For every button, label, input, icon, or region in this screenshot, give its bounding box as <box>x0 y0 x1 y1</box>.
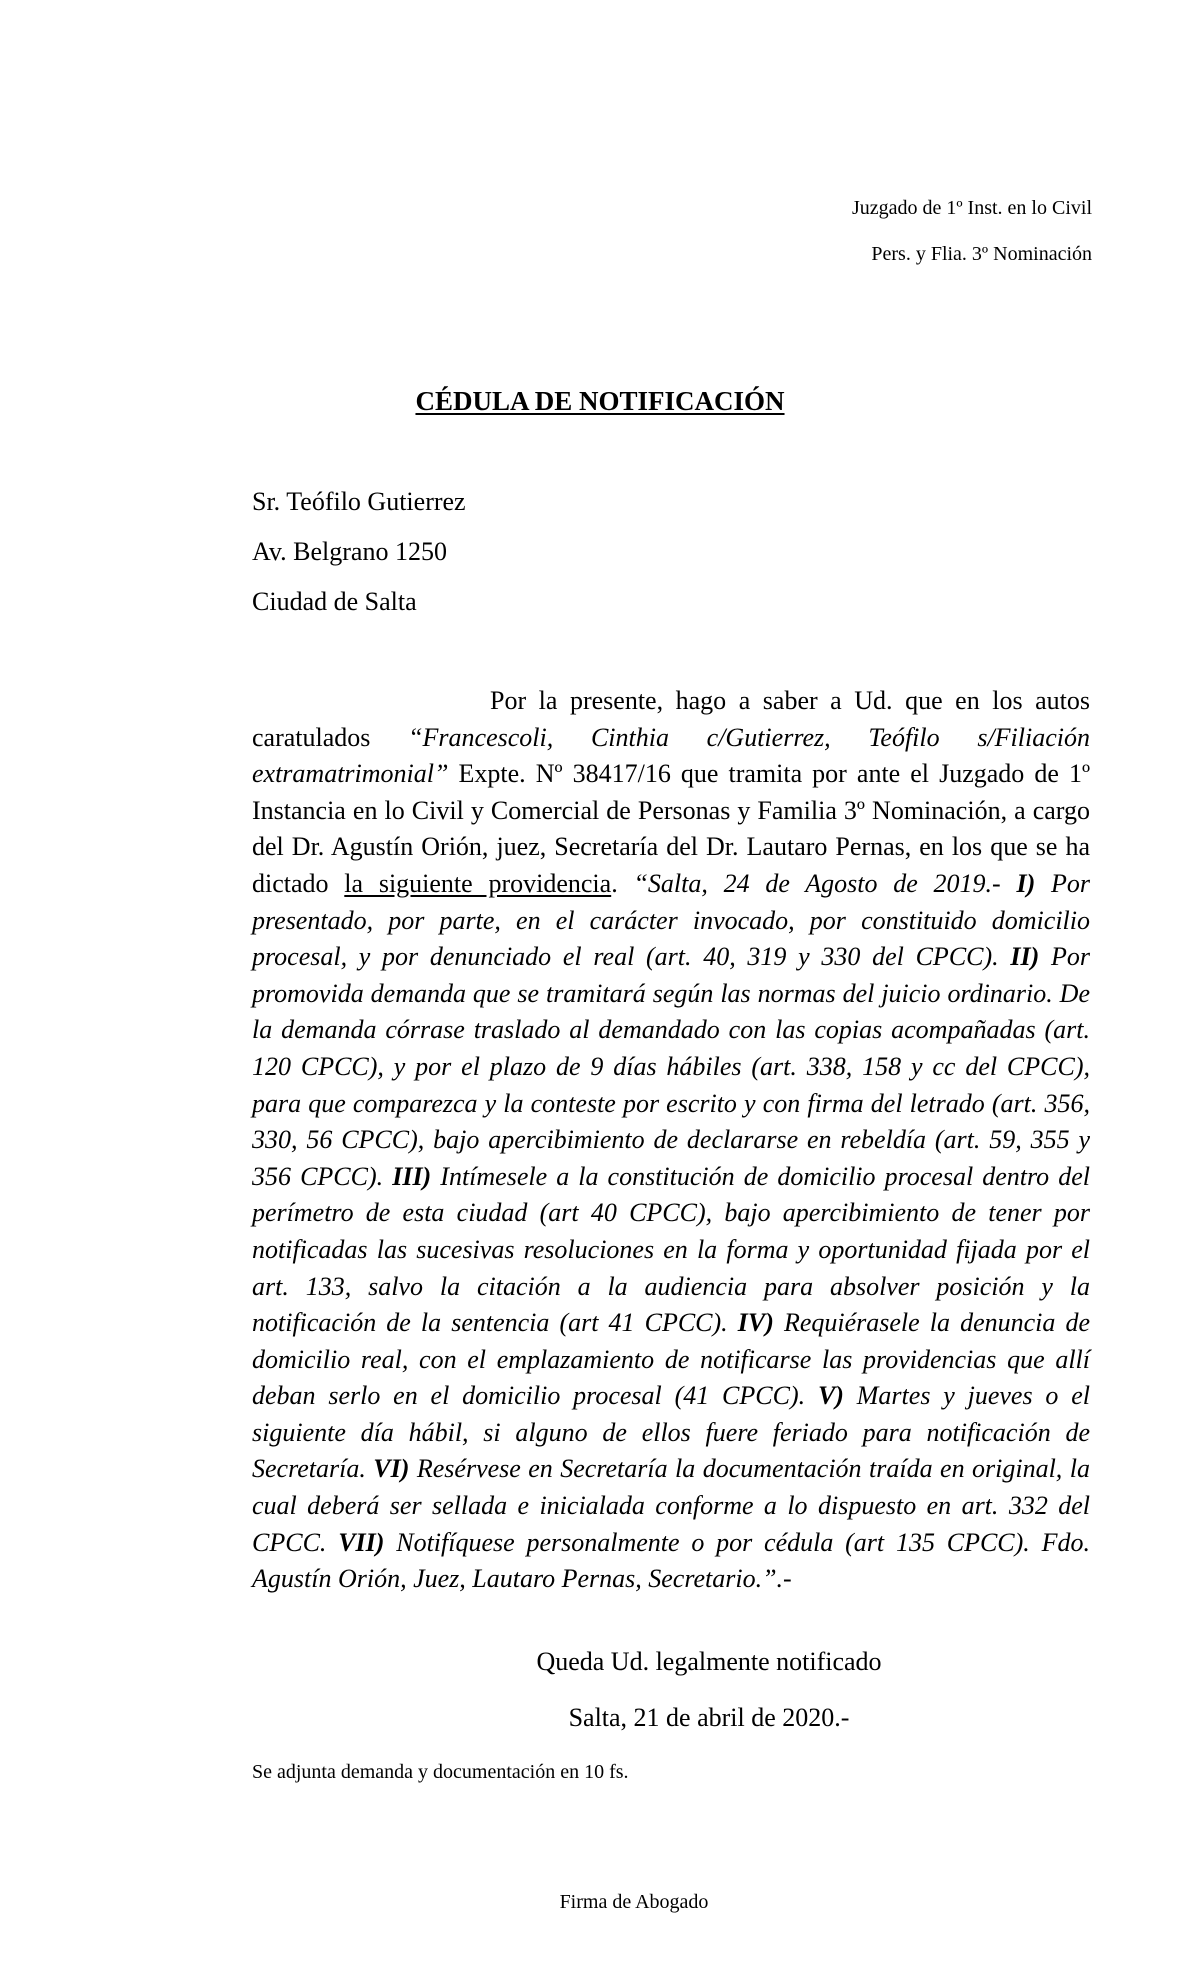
clause-text-4: Requiérasele la denuncia de domicilio real, con el emplazamiento de notificarse las providencias que allí deban serlo en el domicilio procesal (41 CPCC). <box>252 1308 1090 1411</box>
providencia-reference: la siguiente providencia <box>344 868 612 898</box>
clause-number-7: VII) <box>338 1527 385 1557</box>
clause-number-5: V) <box>817 1381 844 1411</box>
clause-number-2: II) <box>1010 942 1040 972</box>
clause-number-3: III) <box>392 1161 432 1191</box>
body-case-details: Expte. Nº 38417/16 que tramita por ante el Juzgado de 1º Instancia en lo Civil y Comercial de Personas y Familia 3º Nominación, a cargo del Dr. Agustín Orión, juez, Secretaría del Dr. Lautaro Pernas, en los que se ha dictado <box>252 759 1090 898</box>
providencia-date: “Salta, 24 de Agosto de 2019.- <box>633 868 1017 898</box>
notification-body <box>252 683 1090 1598</box>
court-name-line-2: Pers. y Flia. 3º Nominación <box>871 243 1092 265</box>
clause-text-7: Notifíquese personalmente o por cédula (art 135 CPCC). Fdo. Agustín Orión, Juez, Lautaro Pernas, Secretario.”.- <box>252 1527 1090 1594</box>
clause-text-5: Martes y jueves o el siguiente día hábil, si alguno de ellos fuere feriado para notificación de Secretaría. <box>252 1381 1090 1484</box>
recipient-street: Av. Belgrano 1250 <box>252 537 447 566</box>
clause-text-6: Resérvese en Secretaría la documentación traída en original, la cual deberá ser sellada e inicialada conforme a lo dispuesto en art. 332 del CPCC. <box>252 1454 1090 1557</box>
clause-number-6: VI) <box>373 1454 410 1484</box>
recipient-name: Sr. Teófilo Gutierrez <box>252 487 466 516</box>
case-caption: “Francescoli, Cinthia c/Gutierrez, Teófilo s/Filiación extramatrimonial” <box>252 722 1090 789</box>
body-separator: . <box>611 868 634 898</box>
court-name-line-1: Juzgado de 1º Inst. en lo Civil <box>851 197 1092 219</box>
notified-statement: Queda Ud. legalmente notificado <box>536 1647 882 1676</box>
clause-text-3: Intímesele a la constitución de domicilio procesal dentro del perímetro de esta ciudad (art 40 CPCC), bajo apercibimiento de tener por notificadas las sucesivas resoluciones en la forma y oportunidad fijada por el art. 133, salvo la citación a la audiencia para absolver posición y la notificación de la sentencia (art 41 CPCC). <box>252 1161 1090 1338</box>
clause-text-1: Por presentado, por parte, en el carácter invocado, por constituido domicilio procesal, y por denunciado el real (art. 40, 319 y 330 del CPCC). <box>252 868 1090 972</box>
recipient-city: Ciudad de Salta <box>252 587 417 616</box>
clause-number-1: I) <box>1016 868 1036 898</box>
closing-date: Salta, 21 de abril de 2020.- <box>568 1703 850 1732</box>
body-intro: Por la presente, hago a saber a Ud. que en los autos caratulados <box>252 686 1090 752</box>
signature-label: Firma de Abogado <box>559 1891 709 1913</box>
document-title: CÉDULA DE NOTIFICACIÓN <box>415 386 785 416</box>
clause-number-4: IV) <box>737 1308 774 1338</box>
clause-text-2: Por promovida demanda que se tramitará según las normas del juicio ordinario. De la demanda córrase traslado al demandado con las copias acompañadas (art. 120 CPCC), y por el plazo de 9 días hábiles (art. 338, 158 y cc del CPCC), para que comparezca y la conteste por escrito y con firma del letrado (art. 356, 330, 56 CPCC), bajo apercibimiento de declararse en rebeldía (art. 59, 355 y 356 CPCC). <box>252 942 1090 1191</box>
attachment-note: Se adjunta demanda y documentación en 10 fs. <box>252 1761 629 1783</box>
